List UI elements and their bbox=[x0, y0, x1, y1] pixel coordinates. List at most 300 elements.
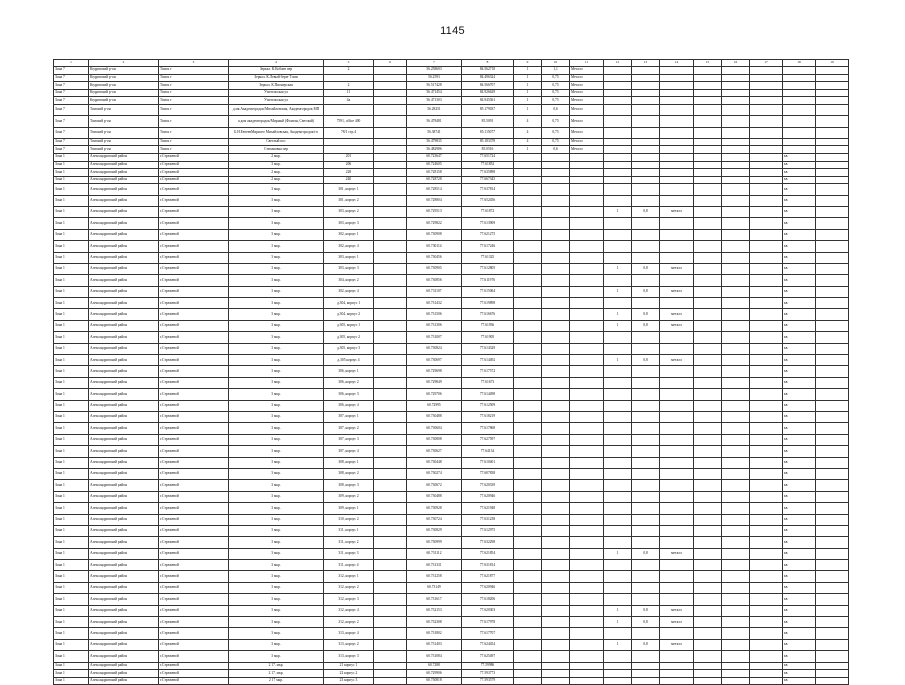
table-cell: Александровский район bbox=[89, 309, 159, 320]
table-cell: Зона 7 bbox=[54, 138, 89, 146]
table-cell bbox=[570, 252, 604, 263]
table-cell: 56.471303 bbox=[407, 97, 462, 105]
table-cell bbox=[660, 67, 694, 75]
table-cell bbox=[324, 104, 374, 115]
table-cell bbox=[542, 670, 570, 678]
table-cell bbox=[570, 503, 604, 514]
table-cell bbox=[542, 537, 570, 548]
table-cell: 77.614329 bbox=[462, 343, 514, 354]
table-cell bbox=[750, 355, 783, 366]
table-cell bbox=[514, 446, 542, 457]
table-row bbox=[54, 309, 849, 320]
table-cell bbox=[783, 127, 816, 138]
table-cell: г.Стрежевой bbox=[159, 184, 229, 195]
table-cell: Александровский район bbox=[89, 639, 159, 650]
table-cell bbox=[816, 89, 849, 97]
table-cell: а.дом академгородок/Мирный (Фонтан, Светлый) bbox=[229, 116, 324, 127]
table-cell bbox=[374, 74, 407, 82]
table-cell bbox=[722, 628, 750, 639]
table-cell bbox=[570, 169, 604, 177]
table-row bbox=[54, 116, 849, 127]
table-cell bbox=[374, 605, 407, 616]
table-cell: металл bbox=[660, 355, 694, 366]
table-cell bbox=[542, 503, 570, 514]
table-cell: 60.731331 bbox=[407, 560, 462, 571]
table-cell bbox=[632, 218, 660, 229]
table-cell: 3 мкр. bbox=[229, 514, 324, 525]
table-cell bbox=[570, 286, 604, 297]
table-cell bbox=[816, 628, 849, 639]
table-cell: 0,8 bbox=[632, 263, 660, 274]
table-cell: 77.620946 bbox=[462, 491, 514, 502]
header-row bbox=[54, 60, 849, 67]
table-cell: г.Стрежевой bbox=[159, 571, 229, 582]
table-cell bbox=[722, 560, 750, 571]
table-cell: Томск г bbox=[159, 82, 229, 90]
table-cell bbox=[514, 537, 542, 548]
table-cell bbox=[542, 628, 570, 639]
column-header: 7 bbox=[407, 60, 462, 67]
table-cell bbox=[694, 594, 722, 605]
table-cell bbox=[722, 97, 750, 105]
table-cell: кв bbox=[783, 400, 816, 411]
table-cell bbox=[694, 169, 722, 177]
table-cell bbox=[374, 309, 407, 320]
table-cell: 77.612509 bbox=[462, 400, 514, 411]
table-cell: 0,75 bbox=[542, 127, 570, 138]
table-cell: 60.73149 bbox=[407, 582, 462, 593]
table-cell bbox=[660, 389, 694, 400]
table-cell bbox=[632, 116, 660, 127]
table-cell bbox=[570, 468, 604, 479]
table-cell bbox=[604, 525, 632, 536]
table-cell: 0,8 bbox=[632, 320, 660, 331]
table-cell bbox=[816, 366, 849, 377]
table-cell: 309, корпус 2 bbox=[324, 491, 374, 502]
table-cell: Александровский район bbox=[89, 206, 159, 217]
table-cell bbox=[514, 195, 542, 206]
table-cell bbox=[570, 582, 604, 593]
table-cell bbox=[816, 355, 849, 366]
table-cell: 2 bbox=[324, 82, 374, 90]
table-cell bbox=[632, 184, 660, 195]
table-cell: Зона 1 bbox=[54, 400, 89, 411]
table-cell: Металл bbox=[570, 146, 604, 154]
table-cell: кв bbox=[783, 525, 816, 536]
table-cell bbox=[722, 67, 750, 75]
table-cell: 2 17 мкр. bbox=[229, 677, 324, 685]
table-cell: Томск г bbox=[159, 146, 229, 154]
table-cell: 60.730114 bbox=[407, 241, 462, 252]
table-cell: 0,8 bbox=[632, 309, 660, 320]
table-cell bbox=[374, 275, 407, 286]
table-cell: 77.617572 bbox=[462, 366, 514, 377]
table-cell bbox=[542, 176, 570, 184]
table-row bbox=[54, 389, 849, 400]
table-cell: Александровский район bbox=[89, 548, 159, 559]
table-cell bbox=[722, 252, 750, 263]
table-cell bbox=[632, 412, 660, 423]
table-cell: 77.651724 bbox=[462, 154, 514, 162]
table-cell: 3 мкр. bbox=[229, 161, 324, 169]
table-cell: д.304, корпус 1 bbox=[324, 298, 374, 309]
table-cell bbox=[816, 332, 849, 343]
table-cell bbox=[374, 480, 407, 491]
table-cell bbox=[694, 309, 722, 320]
table-cell: 77.61673 bbox=[462, 377, 514, 388]
table-cell bbox=[816, 229, 849, 240]
table-cell: Металл bbox=[570, 127, 604, 138]
table-cell bbox=[660, 423, 694, 434]
table-cell bbox=[514, 206, 542, 217]
table-cell bbox=[783, 74, 816, 82]
table-cell: г.Стрежевой bbox=[159, 169, 229, 177]
table-cell: 301, корпус 1 bbox=[324, 184, 374, 195]
table-cell: Металл bbox=[570, 116, 604, 127]
table-cell bbox=[604, 252, 632, 263]
table-cell bbox=[514, 617, 542, 628]
table-cell bbox=[816, 457, 849, 468]
table-cell bbox=[514, 366, 542, 377]
table-cell: кв bbox=[783, 218, 816, 229]
table-cell: 3 мкр. bbox=[229, 651, 324, 662]
table-cell bbox=[660, 169, 694, 177]
table-cell: 77.593579 bbox=[462, 677, 514, 685]
table-cell bbox=[374, 468, 407, 479]
table-cell bbox=[570, 548, 604, 559]
table-cell: Учительская ул bbox=[229, 89, 324, 97]
table-cell bbox=[374, 503, 407, 514]
table-cell: Александровский район bbox=[89, 468, 159, 479]
table-cell bbox=[604, 89, 632, 97]
table-cell: Томский р-он bbox=[89, 146, 159, 154]
table-cell bbox=[816, 434, 849, 445]
table-cell: кв bbox=[783, 628, 816, 639]
table-cell: кв bbox=[783, 286, 816, 297]
table-cell: 3 мкр. bbox=[229, 252, 324, 263]
table-cell: Зона 7 bbox=[54, 97, 89, 105]
table-cell bbox=[750, 320, 783, 331]
table-cell: 56.482986 bbox=[407, 146, 462, 154]
table-cell: г.Стрежевой bbox=[159, 218, 229, 229]
table-cell: г.Стрежевой bbox=[159, 176, 229, 184]
table-cell: г.Стрежевой bbox=[159, 206, 229, 217]
table-cell bbox=[750, 263, 783, 274]
table-cell: Зона 1 bbox=[54, 617, 89, 628]
table-cell: 60.729698 bbox=[407, 366, 462, 377]
table-cell bbox=[514, 639, 542, 650]
table-cell bbox=[632, 252, 660, 263]
table-cell bbox=[632, 582, 660, 593]
table-cell bbox=[632, 138, 660, 146]
table-cell bbox=[816, 605, 849, 616]
table-cell bbox=[570, 491, 604, 502]
table-cell bbox=[750, 89, 783, 97]
table-cell bbox=[570, 218, 604, 229]
table-body bbox=[54, 60, 849, 685]
table-cell bbox=[374, 332, 407, 343]
table-cell: Зона 1 bbox=[54, 206, 89, 217]
table-cell: 60.731258 bbox=[407, 571, 462, 582]
table-cell bbox=[632, 97, 660, 105]
table-cell: 77.632298 bbox=[462, 537, 514, 548]
table-cell: 85.0516 bbox=[462, 146, 514, 154]
table-cell: кв bbox=[783, 434, 816, 445]
table-cell: кв bbox=[783, 537, 816, 548]
table-cell bbox=[604, 412, 632, 423]
table-cell: Зона 1 bbox=[54, 218, 89, 229]
table-cell bbox=[660, 468, 694, 479]
table-cell: 3 мкр. bbox=[229, 468, 324, 479]
table-cell bbox=[750, 176, 783, 184]
table-cell: Зона 1 bbox=[54, 582, 89, 593]
table-cell: 0,6 bbox=[542, 146, 570, 154]
table-cell bbox=[542, 457, 570, 468]
table-cell: 77.667345 bbox=[462, 176, 514, 184]
table-cell bbox=[542, 468, 570, 479]
table-cell: кв bbox=[783, 446, 816, 457]
table-cell: Томск г bbox=[159, 89, 229, 97]
table-cell bbox=[542, 195, 570, 206]
table-row bbox=[54, 377, 849, 388]
table-cell: г.Стрежевой bbox=[159, 662, 229, 670]
table-cell bbox=[570, 617, 604, 628]
table-cell: кв bbox=[783, 423, 816, 434]
table-cell bbox=[542, 343, 570, 354]
table-cell: 302, корпус 4 bbox=[324, 286, 374, 297]
table-cell bbox=[750, 514, 783, 525]
table-cell: Томский р-он bbox=[89, 104, 159, 115]
table-cell: 312, корпус 1 bbox=[324, 571, 374, 582]
table-cell bbox=[750, 628, 783, 639]
table-cell bbox=[660, 332, 694, 343]
table-cell bbox=[750, 617, 783, 628]
table-cell bbox=[783, 146, 816, 154]
table-cell bbox=[542, 662, 570, 670]
table-cell bbox=[694, 320, 722, 331]
table-cell bbox=[694, 263, 722, 274]
table-cell bbox=[750, 605, 783, 616]
table-cell: г.Стрежевой bbox=[159, 560, 229, 571]
table-cell bbox=[750, 82, 783, 90]
table-cell: кв bbox=[783, 571, 816, 582]
table-cell: 311, корпус 1 bbox=[324, 525, 374, 536]
table-cell bbox=[514, 423, 542, 434]
table-cell bbox=[514, 662, 542, 670]
table-cell: 84.496324 bbox=[462, 74, 514, 82]
table-cell: 3 мкр. bbox=[229, 195, 324, 206]
table-cell bbox=[514, 286, 542, 297]
table-cell bbox=[604, 377, 632, 388]
table-cell: 240 bbox=[324, 176, 374, 184]
table-cell bbox=[632, 67, 660, 75]
table-cell: 3 мкр. bbox=[229, 218, 324, 229]
table-cell bbox=[542, 154, 570, 162]
table-cell bbox=[750, 662, 783, 670]
table-row bbox=[54, 146, 849, 154]
table-cell: 77.61936 bbox=[462, 320, 514, 331]
table-cell: кв bbox=[783, 263, 816, 274]
table-cell: 3 мкр. bbox=[229, 184, 324, 195]
column-header: 14 bbox=[660, 60, 694, 67]
table-cell: Зона 7 bbox=[54, 67, 89, 75]
table-cell bbox=[632, 571, 660, 582]
table-cell bbox=[660, 298, 694, 309]
table-cell: Зона 1 bbox=[54, 332, 89, 343]
table-cell bbox=[694, 651, 722, 662]
table-cell: Александровский район bbox=[89, 161, 159, 169]
table-cell bbox=[694, 104, 722, 115]
table-cell: 60.730697 bbox=[407, 355, 462, 366]
table-cell: Александровский район bbox=[89, 195, 159, 206]
table-cell: 77.61852 bbox=[462, 161, 514, 169]
table-cell bbox=[816, 670, 849, 678]
table-cell bbox=[694, 332, 722, 343]
table-cell bbox=[750, 366, 783, 377]
table-cell: г.Стрежевой bbox=[159, 605, 229, 616]
table-cell bbox=[660, 195, 694, 206]
table-cell: Томск г bbox=[159, 67, 229, 75]
table-cell bbox=[632, 275, 660, 286]
table-cell bbox=[542, 491, 570, 502]
table-cell bbox=[750, 298, 783, 309]
table-cell bbox=[694, 229, 722, 240]
table-cell: 1 bbox=[604, 605, 632, 616]
table-cell: 60.729906 bbox=[407, 670, 462, 678]
table-cell bbox=[722, 446, 750, 457]
table-cell bbox=[694, 434, 722, 445]
table-cell: 60.731617 bbox=[407, 594, 462, 605]
table-cell bbox=[722, 366, 750, 377]
table-cell: кв bbox=[783, 514, 816, 525]
table-cell bbox=[694, 343, 722, 354]
table-cell: 22 корпус 2 bbox=[324, 670, 374, 678]
table-cell bbox=[722, 229, 750, 240]
table-cell: 60.731112 bbox=[407, 548, 462, 559]
table-row bbox=[54, 184, 849, 195]
table-cell bbox=[604, 104, 632, 115]
table-row bbox=[54, 605, 849, 616]
table-cell: 306, корпус 3 bbox=[324, 389, 374, 400]
table-cell: Зона 1 bbox=[54, 184, 89, 195]
table-cell bbox=[542, 617, 570, 628]
table-cell: 77.635898 bbox=[462, 169, 514, 177]
table-cell: кв bbox=[783, 662, 816, 670]
table-cell bbox=[722, 298, 750, 309]
table-cell: кв bbox=[783, 548, 816, 559]
table-cell: 60.730999 bbox=[407, 537, 462, 548]
table-cell: 60.729513 bbox=[407, 206, 462, 217]
table-cell bbox=[722, 127, 750, 138]
table-cell bbox=[660, 154, 694, 162]
table-cell bbox=[374, 491, 407, 502]
table-cell bbox=[694, 468, 722, 479]
table-cell bbox=[816, 169, 849, 177]
table-cell bbox=[514, 355, 542, 366]
table-cell: 23 корпус 3 bbox=[324, 677, 374, 685]
table-cell: Зона 1 bbox=[54, 298, 89, 309]
table-cell: 56.479835 bbox=[407, 138, 462, 146]
table-cell bbox=[816, 241, 849, 252]
table-cell bbox=[660, 176, 694, 184]
table-cell: кв bbox=[783, 154, 816, 162]
table-cell: 3 мкр. bbox=[229, 446, 324, 457]
table-cell: Александровский район bbox=[89, 537, 159, 548]
table-cell bbox=[604, 74, 632, 82]
table-cell bbox=[783, 89, 816, 97]
table-cell bbox=[570, 275, 604, 286]
column-header: 16 bbox=[722, 60, 750, 67]
table-cell bbox=[374, 229, 407, 240]
table-cell bbox=[632, 127, 660, 138]
table-cell bbox=[514, 491, 542, 502]
column-header: 18 bbox=[783, 60, 816, 67]
table-cell: Александровский район bbox=[89, 525, 159, 536]
table-cell: Александровский район bbox=[89, 218, 159, 229]
table-cell bbox=[722, 138, 750, 146]
table-cell bbox=[514, 241, 542, 252]
table-cell: 1,1 bbox=[542, 67, 570, 75]
table-cell: 60.728514 bbox=[407, 184, 462, 195]
table-cell: г.Стрежевой bbox=[159, 677, 229, 685]
table-row bbox=[54, 154, 849, 162]
table-cell bbox=[542, 582, 570, 593]
table-cell bbox=[816, 400, 849, 411]
table-cell: 312, корпус 4 bbox=[324, 605, 374, 616]
table-cell bbox=[722, 548, 750, 559]
table-cell bbox=[660, 651, 694, 662]
table-cell: металл bbox=[660, 320, 694, 331]
table-cell bbox=[604, 195, 632, 206]
table-cell bbox=[514, 594, 542, 605]
table-cell bbox=[660, 97, 694, 105]
table-cell: Зона 1 bbox=[54, 343, 89, 354]
table-cell bbox=[694, 298, 722, 309]
table-cell bbox=[604, 491, 632, 502]
table-cell bbox=[604, 503, 632, 514]
table-cell: Александровский район bbox=[89, 605, 159, 616]
table-cell: 77.621948 bbox=[462, 503, 514, 514]
table-cell bbox=[694, 662, 722, 670]
table-cell bbox=[816, 309, 849, 320]
table-cell: Александровский район bbox=[89, 480, 159, 491]
table-cell bbox=[632, 146, 660, 154]
table-cell: г.Стрежевой bbox=[159, 434, 229, 445]
table-cell bbox=[570, 651, 604, 662]
table-cell bbox=[750, 195, 783, 206]
table-cell: кв bbox=[783, 491, 816, 502]
table-cell: 77.593773 bbox=[462, 670, 514, 678]
column-header: 17 bbox=[750, 60, 783, 67]
table-cell: Александровский район bbox=[89, 263, 159, 274]
table-cell bbox=[816, 218, 849, 229]
table-cell bbox=[722, 286, 750, 297]
table-row bbox=[54, 670, 849, 678]
table-row bbox=[54, 457, 849, 468]
table-cell bbox=[694, 275, 722, 286]
table-cell: г.Стрежевой bbox=[159, 514, 229, 525]
table-cell bbox=[604, 275, 632, 286]
table-cell bbox=[570, 229, 604, 240]
table-cell bbox=[570, 206, 604, 217]
table-cell bbox=[324, 138, 374, 146]
column-header: 1 bbox=[54, 60, 89, 67]
table-cell: Александровский район bbox=[89, 154, 159, 162]
table-cell: 3 мкр. bbox=[229, 537, 324, 548]
table-cell bbox=[750, 594, 783, 605]
table-cell: 77.621877 bbox=[462, 571, 514, 582]
table-cell bbox=[514, 525, 542, 536]
